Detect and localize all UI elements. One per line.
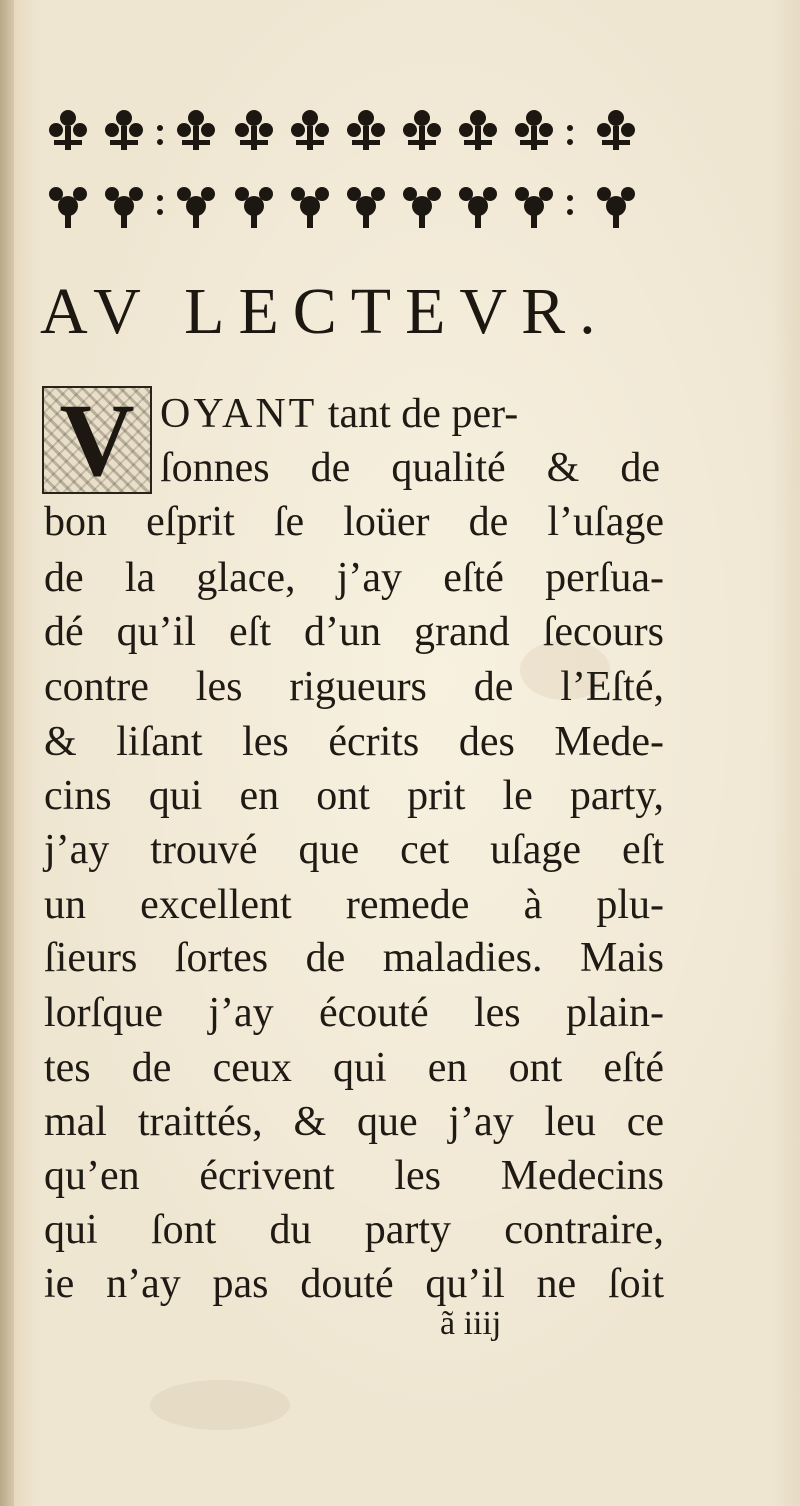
chapter-heading: AV LECTEVR. — [40, 275, 610, 348]
opening-line-rest: tant de per- — [327, 391, 519, 437]
text-line: de la glace, j’ay eſté perſua- — [44, 555, 664, 601]
text-line: dé qu’il eſt d’un grand ſecours — [44, 609, 664, 655]
text-line: un excellent remede à plu- — [44, 882, 664, 928]
text-line: contre les rigueurs de l’Eſté, — [44, 664, 664, 710]
paper-stain — [150, 1380, 290, 1430]
text-line: cins qui en ont prit le party, — [44, 773, 664, 819]
text-line: j’ay trouvé que cet uſage eſt — [44, 827, 664, 873]
text-line — [160, 386, 650, 442]
text-line: ie n’ay pas douté qu’il ne ſoit — [44, 1261, 664, 1307]
fleuron-ornament-row-top — [40, 100, 650, 164]
text-line: lorſque j’ay écouté les plain- — [44, 990, 664, 1036]
text-line: bon eſprit ſe loüer de l’uſage — [44, 499, 664, 545]
text-line: qu’en écrivent les Medecins — [44, 1153, 664, 1199]
opening-word: OYANT — [160, 391, 318, 437]
text-line: & liſant les écrits des Mede- — [44, 719, 664, 765]
text-line: tes de ceux qui en ont eſté — [44, 1045, 664, 1091]
text-line: mal traittés, & que j’ay leu ce — [44, 1099, 664, 1145]
text-line: qui ſont du party contraire, — [44, 1207, 664, 1253]
signature-mark: ã iiij — [440, 1305, 502, 1342]
page-gutter — [0, 0, 14, 1506]
decorated-initial-letter: V — [59, 383, 135, 498]
text-line: ſieurs ſortes de maladies. Mais — [44, 935, 664, 981]
decorated-initial — [42, 383, 152, 498]
fleuron-ornament-row-bottom — [40, 172, 650, 236]
text-line: ſonnes de qualité & de — [160, 445, 660, 491]
